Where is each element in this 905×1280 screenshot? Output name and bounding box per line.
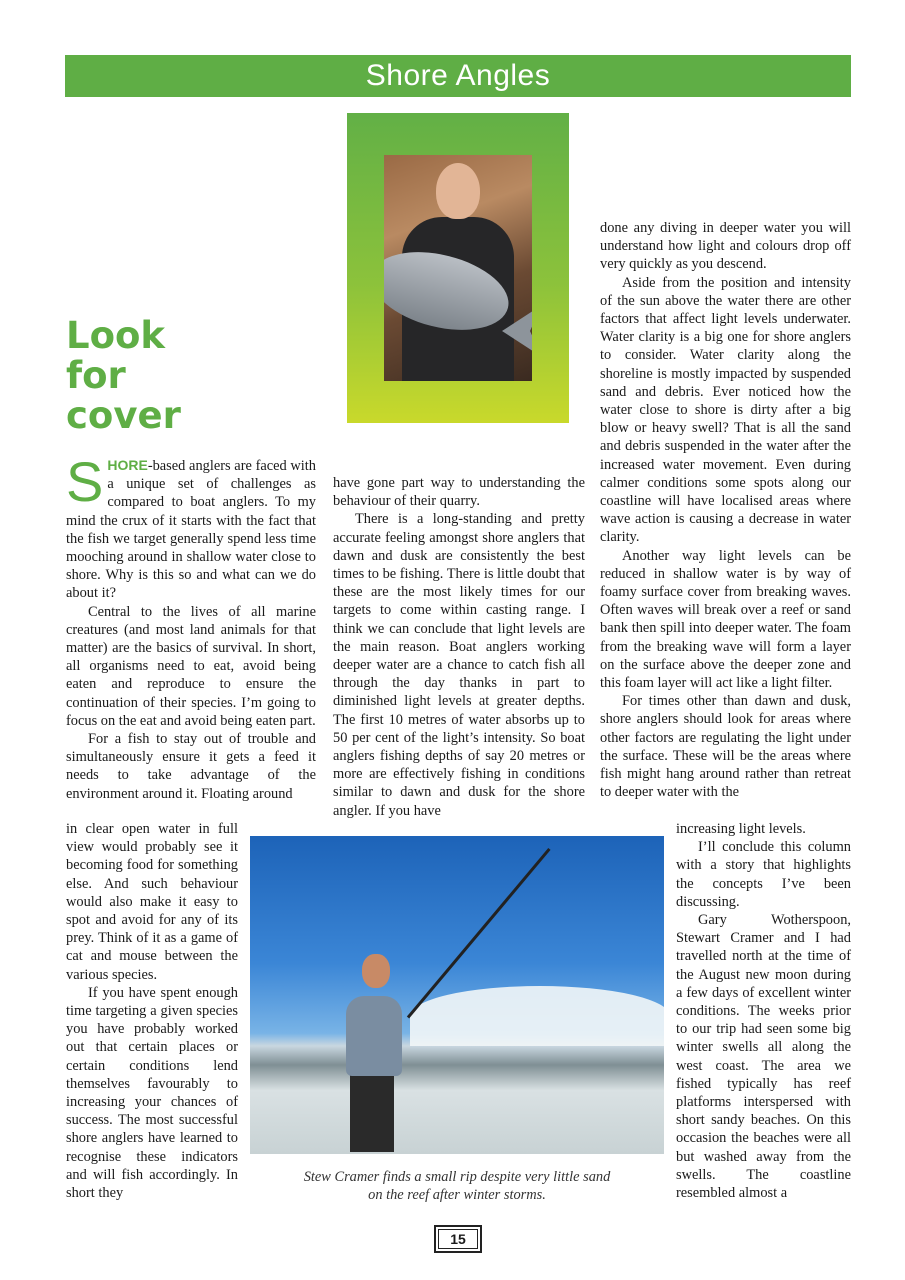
- section-banner: [65, 55, 851, 97]
- paragraph: have gone part way to understanding the behaviour of their quarry.: [333, 475, 585, 510]
- paragraph: Gary Wotherspoon, Stewart Cramer and I had travelled north at the time of the August new moon during a few days of excellent winter conditions. The weeks prior to our trip had seen some big winter swells all along the west coast. The area we fished typically has reef platforms interspersed with short sandy beaches. On this occasion the beaches were all but washed away from the swells. The coastline resembled almost a: [676, 912, 851, 1202]
- photo-wave-shape: [410, 986, 664, 1046]
- page-number: 15: [434, 1225, 482, 1253]
- column-1: [66, 450, 316, 803]
- column-2: [333, 474, 585, 820]
- author-photo-frame: [347, 113, 569, 423]
- paragraph: Aside from the position and intensity of the sun above the water there are other factors that affect light levels underwater. Water clarity is a big one for shore anglers to consider. Water clarity along the shoreline is mostly impacted by suspended sand and debris. Ever noticed how the water close to shore is dirty after a big blow or heavy swell? That is all the sand and debris suspended in the water after the increased water movement. Even during calmer conditions some spots along our coastline will have localised areas where wave action is causing a decrease in water clarity.: [600, 274, 851, 546]
- paragraph: Central to the lives of all marine creatures (and most land animals for that matter) are the basics of survival. In short, all organisms need to eat, avoid being eaten and reproduce to ensure the continuation of their species. I’m going to focus on the eat and avoid being eaten part.: [66, 603, 316, 729]
- headline-line-2: for: [66, 354, 126, 397]
- intro-paragraph: [66, 450, 316, 603]
- headline-line-3: cover: [66, 394, 181, 437]
- drop-cap: S: [66, 450, 104, 513]
- paragraph: done any diving in deeper water you will understand how light and colours drop off very quickly as you descend.: [600, 220, 851, 273]
- headline-line-1: Look: [66, 314, 166, 357]
- photo-angler-legs: [350, 1072, 394, 1152]
- caption-line-1: Stew Cramer finds a small rip despite very little sand: [303, 1169, 611, 1185]
- photo-angler-head: [362, 954, 390, 988]
- photo-caption: [250, 1168, 664, 1204]
- paragraph: There is a long-standing and pretty accurate feeling amongst shore anglers that dawn and dusk are consistently the best times to be fishing. There is little doubt that these are the most likely times for our targets to come within casting range. I think we can conclude that light levels are the main reason. Boat anglers working deeper water are a chance to catch fish all through the day thanks in part to diminished light levels at greater depths. The first 10 metres of water absorbs up to 50 per cent of the light’s intensity. So boat anglers fishing depths of say 20 metres or more are effectively fishing in conditions similar to dawn and dusk for the shore angler. If you have: [333, 511, 585, 819]
- paragraph: increasing light levels.: [676, 821, 806, 837]
- paragraph: in clear open water in full view would probably see it becoming food for something else. And such behaviour would also make it easy to spot and avoid for any of its prey. Think of it as a game of cat and mouse between the various species.: [66, 821, 238, 983]
- photo-head-shape: [436, 163, 480, 219]
- angler-photo: [250, 836, 664, 1154]
- caption-line-2: on the reef after winter storms.: [368, 1187, 546, 1203]
- intro-text: -based anglers are faced with a unique set of challenges as compared to boat anglers. To my mind the crux of it starts with the fact that the fish we target generally spend less time mooching around in shallow water close to shore. Why is this so and what can we do about it?: [66, 458, 316, 602]
- section-title: Shore Angles: [365, 59, 551, 92]
- author-photo: [384, 155, 532, 381]
- paragraph: I’ll conclude this column with a story that highlights the concepts I’ve been discussing.: [676, 839, 851, 910]
- photo-angler-body: [346, 996, 402, 1076]
- paragraph: For a fish to stay out of trouble and simultaneously ensure it gets a feed it needs to take advantage of the environment around it. Floating around: [66, 731, 316, 802]
- paragraph: Another way light levels can be reduced in shallow water is by way of foamy surface cover from breaking waves. Often waves will break over a reef or sand bank then spill into deeper water. The foam from the breaking wave will form a layer on the surface above the deeper zone and this foam layer will act like a light filter.: [600, 547, 851, 692]
- paragraph: For times other than dawn and dusk, shore anglers should look for areas where other factors are regulating the light under the surface. These will be the areas where fish might hang around rather than retreat to deeper water with the: [600, 693, 851, 801]
- column-3: [600, 219, 851, 802]
- column-3-continued: [676, 820, 851, 1202]
- column-1-continued: [66, 820, 238, 1202]
- article-headline: [66, 316, 266, 436]
- intro-smallcaps: HORE: [107, 457, 148, 473]
- paragraph: If you have spent enough time targeting a given species you have probably worked out that certain places or certain conditions lend themselves favourably to increasing your chances of success. The most successful shore anglers have learned to recognise these indicators and will fish accordingly. In short they: [66, 984, 238, 1202]
